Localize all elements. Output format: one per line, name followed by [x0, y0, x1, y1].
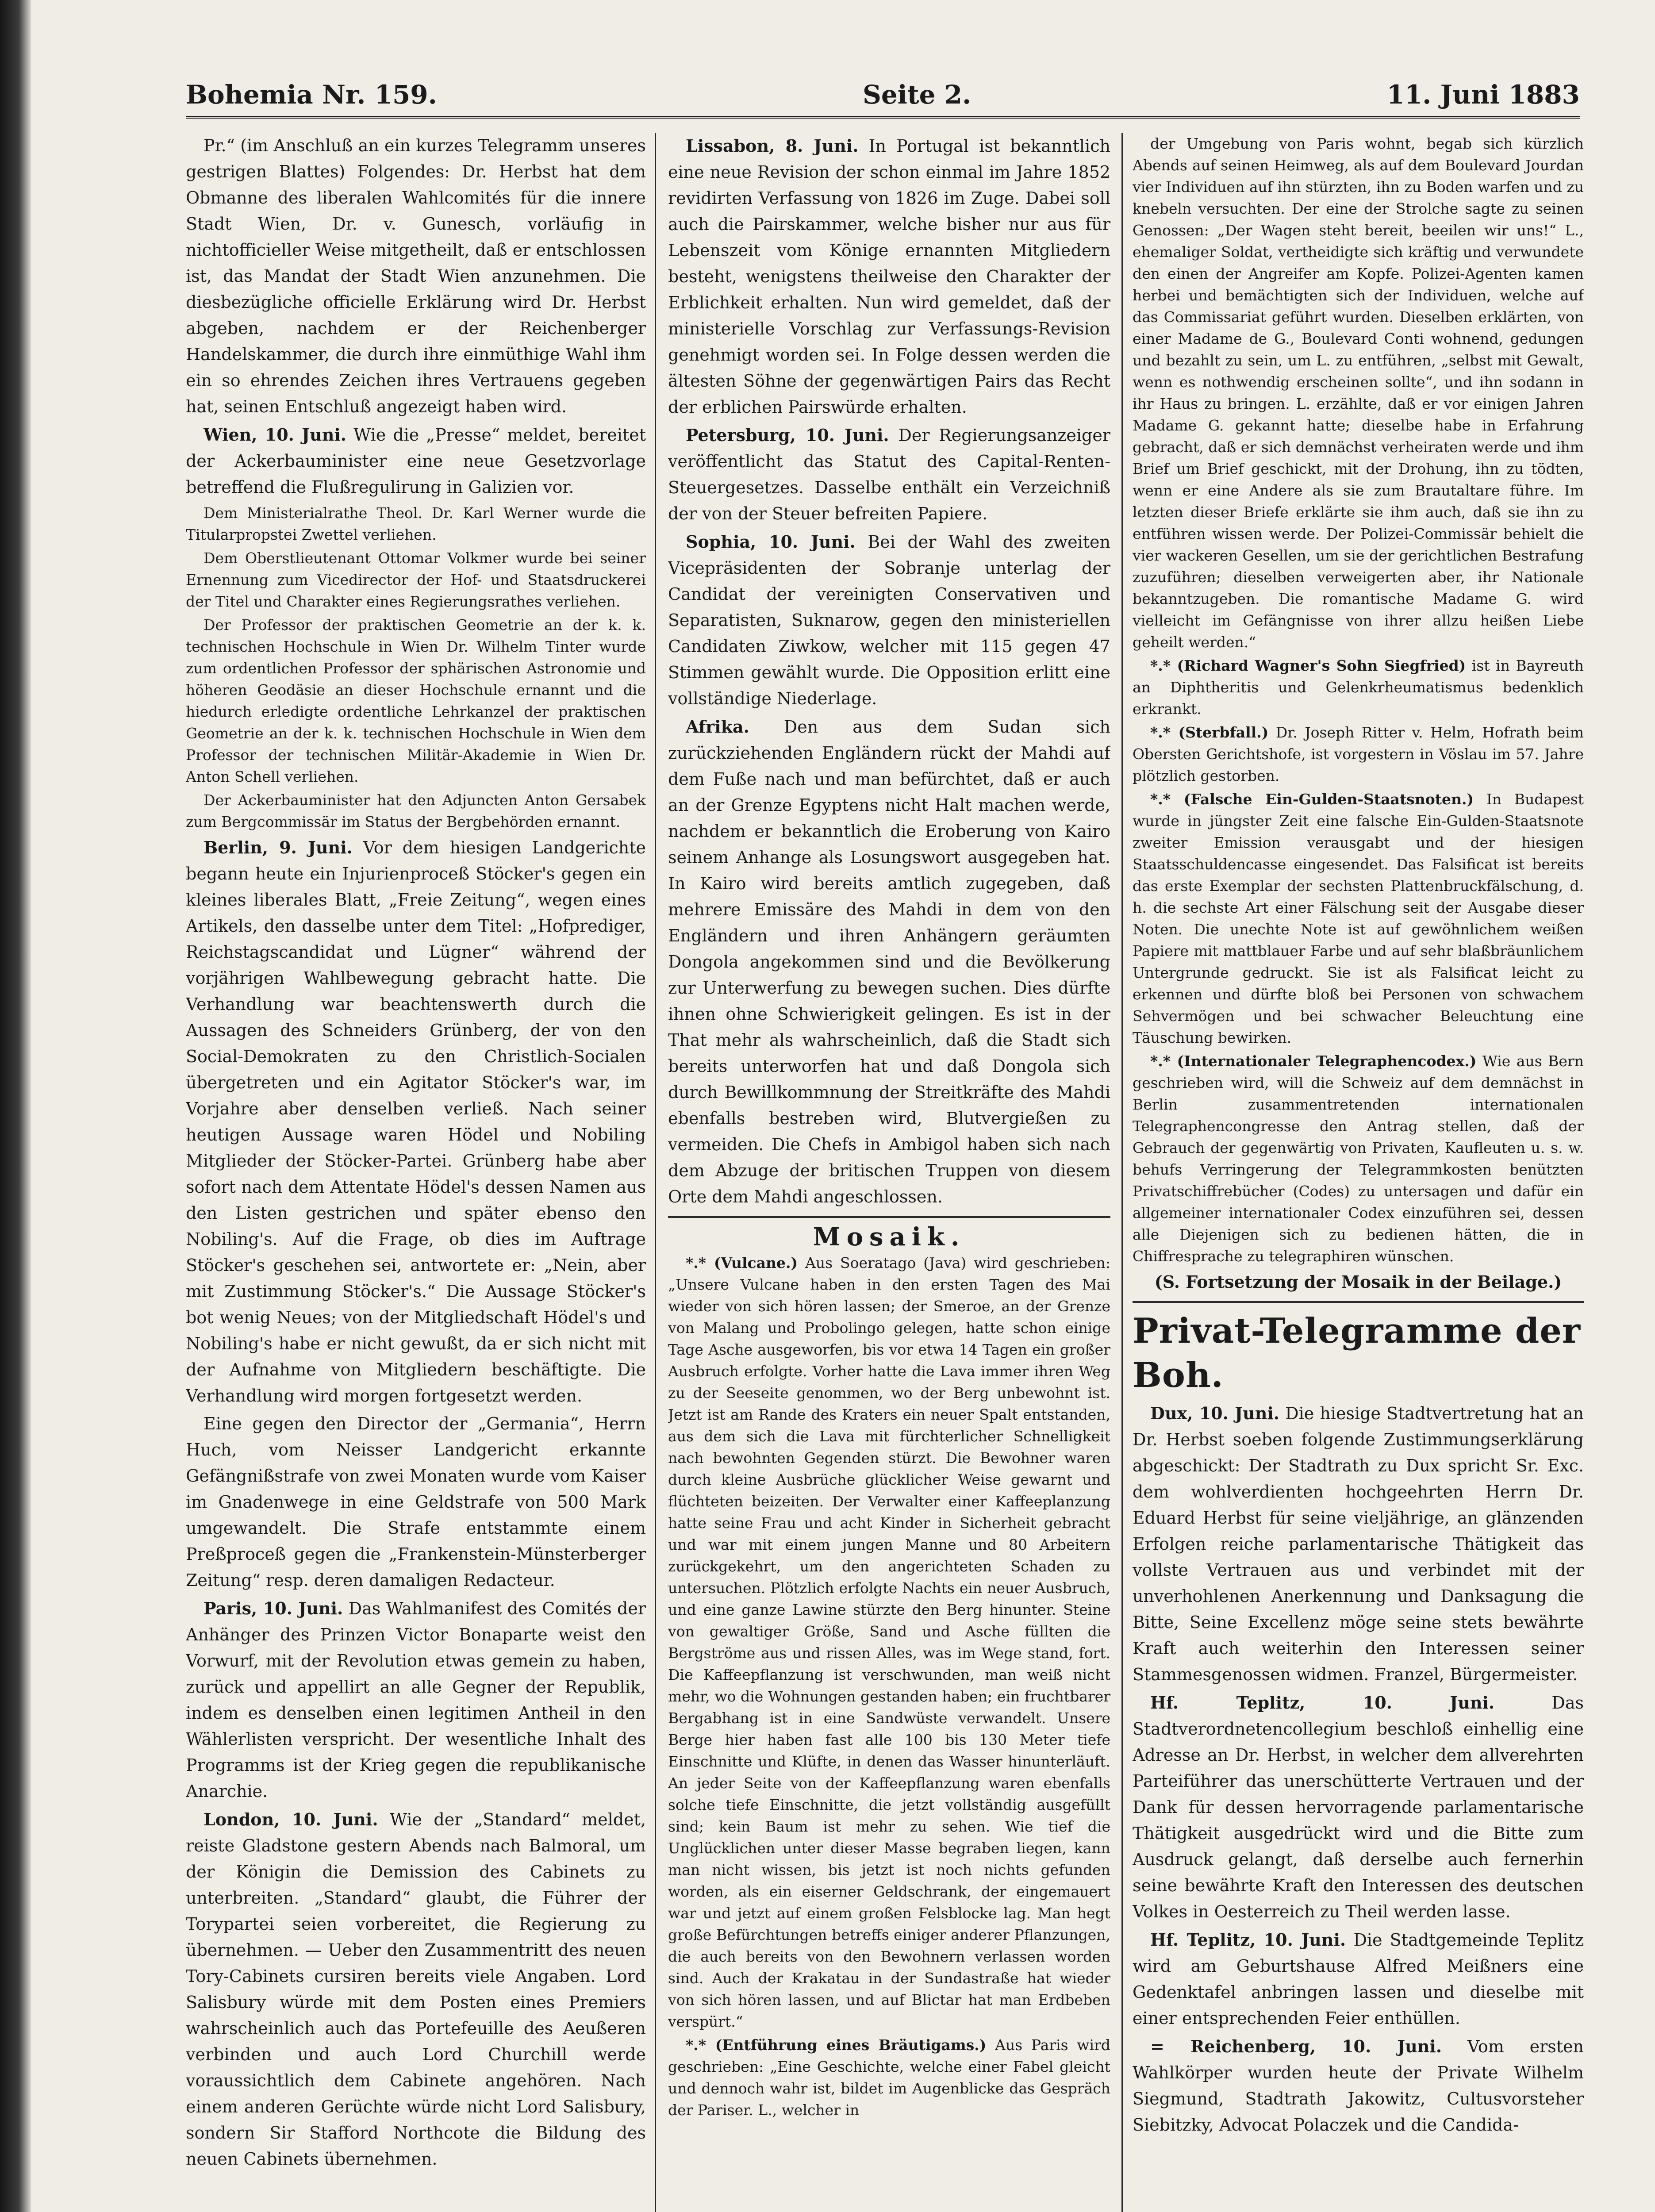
dateline: Hf. Teplitz, 10. Juni.	[1150, 1693, 1495, 1713]
telegram-teplitz-1	[1133, 1690, 1584, 1925]
telegram-dux	[1133, 1400, 1584, 1688]
item-heading: *.* (Entführung eines Bräutigams.)	[686, 2036, 987, 2054]
mosaik-vulcane	[668, 1252, 1110, 2032]
header-rule	[186, 116, 1580, 119]
dateline: Afrika.	[686, 717, 749, 737]
dateline: = Reichenberg, 10. Juni.	[1150, 2036, 1442, 2056]
article-petersburg	[668, 422, 1110, 527]
mosaik-falsche-noten	[1133, 788, 1584, 1048]
notice: Der Professor der praktischen Geometrie an der k. k. technischen Hochschule in Wien Dr. Wilhelm Tinter wurde zum ordentlichen Professor der sphärischen Astronomie und höheren Geodäsie an dieser Hochschule ernannt und die hiedurch erledigte ordentliche Lehrkanzel der praktischen Geometrie an der k. k. technischen Hochschule in Wien dem Professor der technischen Militär-Akademie in Wien Dr. Anton Schell verliehen.	[186, 616, 646, 785]
dateline: London, 10. Juni.	[204, 1809, 378, 1829]
article-text: Wie der „Standard“ meldet, reiste Gladstone gestern Abends nach Balmoral, um der Königin die Demission des Cabinets zu unterbreiten. „Standard“ glaubt, die Führer der Torypartei seien vorbereitet, die Regierung zu übernehmen. — Ueber den Zusammentritt des neuen Tory-Cabinets cursiren bereits viele Angaben. Lord Salisbury würde mit dem Posten eines Premiers wahrscheinlich auch das Portefeuille des Aeußeren verbinden und auch Lord Churchill werde voraussichtlich dem Cabinete angehören. Nach einem anderen Gerüchte würde nicht Lord Salisbury, sondern Sir Stafford Northcote die Bildung des neuen Cabinets übernehmen.	[186, 1810, 646, 2169]
item-text: ist in Bayreuth an Diphtheritis und Gelenkrheumatismus bedenklich erkrankt.	[1133, 657, 1584, 718]
item-heading: *.* (Internationaler Telegraphencodex.)	[1150, 1052, 1477, 1070]
article-sophia	[668, 529, 1110, 712]
dateline: Dux, 10. Juni.	[1150, 1403, 1280, 1423]
column-3	[1133, 133, 1584, 2212]
dateline: Wien, 10. Juni.	[204, 425, 347, 445]
article-text: Vor dem hiesigen Landgerichte begann heute ein Injurienproceß Stöcker's gegen ein kleines liberales Blatt, „Freie Zeitung“, wegen eines Artikels, den dasselbe unter dem Titel: „Hofprediger, Reichstagscandidat und Lügner“ während der vorjährigen Wahlbewegung gebracht hatte. Die Verhandlung war beachtenswerth durch die Aussagen des Schneiders Grünberg, der von den Social-Demokraten zu den Christlich-Socialen übergetreten und ein Agitator Stöcker's war, im Vorjahre aber denselben verließ. Nach seiner heutigen Aussage waren Hödel und Nobiling Mitglieder der Stöcker-Partei. Grünberg habe aber sofort nach dem Attentate Hödel's dessen Namen aus den Listen gestrichen und später ebenso den Nobiling's. Auf die Frage, ob dies im Auftrage Stöcker's geschehen sei, antwortete er: „Nein, aber mit Zustimmung Stöcker's.“ Die Aussage Stöcker's bot wenig Neues; von der Mitgliedschaft Hödel's und Nobiling's habe er nicht gewußt, da er sich nicht mit der Aufnahme von Mitgliedern beschäftigte. Die Verhandlung wird morgen fortgesetzt werden.	[186, 838, 646, 1406]
dateline: Sophia, 10. Juni.	[686, 532, 856, 552]
item-heading: *.* (Sterbfall.)	[1150, 724, 1269, 741]
dateline: Paris, 10. Juni.	[204, 1598, 343, 1618]
telegram-teplitz-2	[1133, 1927, 1584, 2032]
article-berlin	[186, 834, 646, 1409]
article-text: Das Wahlmanifest des Comités der Anhänger des Prinzen Victor Bonaparte weist den Vorwurf, mit der Revolution etwas gemein zu haben, zurück und appellirt an alle Gegner der Republik, indem es denselben einen legitimen Antheil in den Wählerlisten verspricht. Der wesentliche Inhalt des Programms ist der Krieg gegen die republikanische Anarchie.	[186, 1599, 646, 1801]
item-text: Dr. Joseph Ritter v. Helm, Hofrath beim Obersten Gerichtshofe, ist vorgestern in Vöslau im 57. Jahre plötzlich gestorben.	[1133, 724, 1584, 784]
mosaik-wagner	[1133, 655, 1584, 720]
column-divider	[1121, 133, 1123, 2212]
article-text: Das Stadtverordnetencollegium beschloß einhellig eine Adresse an Dr. Herbst, in welcher dem allverehrten Parteiführer das unerschütterte Vertrauen und der Dank für dessen hervorragende parlamentarische Thätigkeit ausgedrückt wird und die Bitte zum Ausdruck gelangt, daß derselbe auch fernerhin seine bewährte Kraft den Interessen des deutschen Volkes in Oesterreich zu Theil werden lasse.	[1133, 1693, 1584, 1921]
article-paragraph: Eine gegen den Director der „Germania“, Herrn Huch, vom Neisser Landgericht erkannte Gefängnißstrafe von zwei Monaten wurde vom Kaiser im Gnadenwege in eine Geldstrafe von 500 Mark umgewandelt. Die Strafe entstammte einem Preßproceß gegen die „Frankenstein-Münsterberger Zeitung“ resp. deren damaligen Redacteur.	[186, 1414, 646, 1590]
article-text: Die hiesige Stadtvertretung hat an Dr. Herbst soeben folgende Zustimmungserklärung abgeschickt: Der Stadtrath zu Dux spricht Sr. Exc. dem wohlverdienten hochgeehrten Herrn Dr. Eduard Herbst für seine vieljährige, an glänzenden Erfolgen reiche parlamentarische Thätigkeit das vollste Vertrauen aus und verbindet mit der unverhohlenen Anerkennung und Danksagung die Bitte, Seine Excellenz möge seine stets bewährte Kraft auch weiterhin den Interessen seiner Stammesgenossen widmen. Franzel, Bürgermeister.	[1133, 1404, 1584, 1684]
header-page-number: Seite 2.	[863, 80, 971, 110]
item-text: Aus Paris wird geschrieben: „Eine Geschichte, welche einer Fabel gleicht und dennoch wahr ist, bildet im Augenblicke das Gespräch der Pariser. L., welcher in	[668, 2036, 1110, 2119]
article-text: Die Stadtgemeinde Teplitz wird am Geburtshause Alfred Meißners eine Gedenktafel anbringen lassen und dieselbe mit einer entsprechenden Feier enthüllen.	[1133, 1930, 1584, 2028]
article-text: Der Regierungsanzeiger veröffentlicht das Statut des Capital-Renten-Steuergesetzes. Dasselbe enthält ein Verzeichniß der von der Steuer befreiten Papiere.	[668, 426, 1110, 523]
item-heading: *.* (Falsche Ein-Gulden-Staatsnoten.)	[1150, 791, 1474, 808]
article-text: Den aus dem Sudan sich zurückziehenden Engländern rückt der Mahdi auf dem Fuße nach und man befürchtet, daß er auch an der Grenze Egyptens nicht Halt machen werde, nachdem er bekanntlich die Eroberung von Kairo seinem Anhange als Losungswort ausgegeben hat. In Kairo wird bereits amtlich zugegeben, daß mehrere Emissäre des Mahdi in dem von den Engländern und ihren Anhängern geräumten Dongola angekommen sind und die Bevölkerung zur Unterwerfung zu bewegen suchen. Dies dürfte ihnen ohne Schwierigkeit gelingen. Es ist in der That mehr als wahrscheinlich, daß die Stadt sich bereits unterworfen hat und daß Dongola sich durch Bewillkommnung der Streitkräfte des Mahdi ebenfalls bestreben wird, Blutvergießen zu vermeiden. Die Chefs in Ambigol haben sich nach dem Abzuge der britischen Truppen von diesem Orte dem Mahdi angeschlossen.	[668, 717, 1110, 1206]
notice: Der Ackerbauminister hat den Adjuncten Anton Gersabek zum Bergcommissär im Status der Bergbehörden ernannt.	[186, 791, 646, 830]
article-text: Bei der Wahl des zweiten Vicepräsidenten der Sobranje unterlag der Candidat der vereinigten Conservativen und Separatisten, Suknarow, gegen den ministeriellen Candidaten Ziwkow, welcher mit 115 gegen 47 Stimmen gewählt wurde. Die Opposition erlitt eine vollständige Niederlage.	[668, 532, 1110, 708]
header-paper-name: Bohemia Nr. 159.	[186, 80, 437, 110]
section-title-privat-telegramme: Privat-Telegramme der Boh.	[1133, 1311, 1581, 1395]
notice: Dem Ministerialrathe Theol. Dr. Karl Werner wurde die Titularpropstei Zwettel verliehen.	[186, 504, 646, 543]
article-text: Wie die „Presse“ meldet, bereitet der Ackerbauminister eine neue Gesetzvorlage betreffend die Flußregulirung in Galizien vor.	[186, 425, 646, 497]
section-title-mosaik: Mosaik.	[813, 1222, 966, 1252]
article-paragraph: Pr.“ (im Anschluß an ein kurzes Telegramm unseres gestrigen Blattes) Folgendes: Dr. Herbst hat dem Obmanne des liberalen Wahlcomités für die innere Stadt Wien, Dr. v. Gunesch, vorläufig in nichtofficieller Weise mitgetheilt, daß er entschlossen ist, das Mandat der Stadt Wien anzunehmen. Die diesbezügliche officielle Erklärung wird Dr. Herbst abgeben, nachdem er der Reichenberger Handelskammer, die durch ihre einmüthige Wahl ihm ein so ehrendes Zeichen ihres Vertrauens gegeben hat, seinen Entschluß angezeigt haben wird.	[186, 136, 646, 416]
item-heading: *.* (Richard Wagner's Sohn Siegfried)	[1150, 657, 1466, 674]
continuation-note: (S. Fortsetzung der Mosaik in der Beilage.)	[1154, 1272, 1562, 1292]
page-header	[186, 66, 1580, 115]
notice: Dem Oberstlieutenant Ottomar Volkmer wurde bei seiner Ernennung zum Vicedirector der Hof- und Staatsdruckerei der Titel und Charakter eines Regierungsrathes verliehen.	[186, 549, 646, 610]
section-rule	[1133, 1301, 1584, 1303]
column-2	[668, 133, 1110, 2212]
article-lissabon	[668, 133, 1110, 420]
mosaik-entfuehrung	[668, 2034, 1110, 2121]
item-text: Aus Soeratago (Java) wird geschrieben: „Unsere Vulcane haben in den ersten Tagen des Mai wieder von sich hören lassen; der Smeroe, an der Grenze von Malang und Probolingo gelegen, hatte schon einige Tage Asche ausgeworfen, bis vor etwa 14 Tagen ein großer Ausbruch erfolgte. Vorher hatte die Lava immer ihren Weg zu der Seeseite genommen, wo der Berg unbewohnt ist. Jetzt ist am Rande des Kraters ein neuer Spalt entstanden, aus dem sich die Lava mit fürchterlicher Schnelligkeit nach bewohnten Gegenden stürzt. Die Bewohner waren durch kleine Ausbrüche glücklicher Weise gewarnt und flüchteten beizeiten. Der Verwalter einer Kaffeeplanzung hatte seine Frau und acht Kinder in Sicherheit gebracht und war mit einem jungen Manne und 80 Arbeitern zurückgekehrt, um den angerichteten Schaden zu untersuchen. Plötzlich erfolgte Nachts ein neuer Ausbruch, und eine ganze Lawine stürzte den Berg hinunter. Steine von gewaltiger Größe, Sand und Asche füllten die Bergströme aus und rissen Alles, was im Wege stand, fort. Die Kaffeepflanzung ist verschwunden, man weiß nicht mehr, wo die Wohnungen gestanden haben; ein fruchtbarer Bergabhang ist in eine Sandwüste verwandelt. Unsere Berge hier haben fast alle 100 bis 130 Meter tiefe Einschnitte und Klüfte, in denen das Wasser hinunterläuft. An jeder Seite von der Kaffeepflanzung waren ebenfalls solche tiefe Einschnitte, die jetzt vollständig ausgefüllt sind; kein Baum ist mehr zu sehen. Wie tief die Unglücklichen unter dieser Masse begraben liegen, kann man nicht wissen, bis jetzt ist noch nichts gefunden worden, als ein eiserner Geldschrank, der eingemauert war und jetzt auf einem großen Felsblocke lag. Man hegt große Befürchtungen betreffs einiger anderer Pflanzungen, die auch bereits von den Bewohnern verlassen worden sind. Auch der Krakatau in der Sundastraße hat wieder von sich hören lassen, und auf Blictar hat man Erdbeben verspürt.“	[668, 1254, 1110, 2030]
header-date: 11. Juni 1883	[1386, 80, 1580, 110]
column-1	[186, 133, 646, 2212]
article-text: In Portugal ist bekanntlich eine neue Revision der schon einmal im Jahre 1852 revidirten Verfassung von 1826 im Zuge. Dabei soll auch die Pairskammer, welche bisher nur aus für Lebenszeit vom Könige ernannten Mitgliedern besteht, wenigstens theilweise den Charakter der Erblichkeit erhalten. Nun wird gemeldet, daß der ministerielle Vorschlag zur Verfassungs-Revision genehmigt worden sei. In Folge dessen werden die ältesten Söhne der gegenwärtigen Pairs das Recht der erblichen Pairswürde erhalten.	[668, 136, 1110, 417]
section-rule	[668, 1216, 1110, 1218]
column-divider	[655, 133, 656, 2212]
scan-edge	[0, 0, 31, 2212]
item-heading: *.* (Vulcane.)	[686, 1254, 798, 1271]
article-wien	[186, 422, 646, 500]
dateline: Lissabon, 8. Juni.	[686, 136, 859, 156]
mosaik-sterbfall	[1133, 722, 1584, 787]
telegram-reichenberg	[1133, 2033, 1584, 2138]
dateline: Petersburg, 10. Juni.	[686, 425, 889, 445]
mosaik-telegraphencodex	[1133, 1050, 1584, 1267]
article-paris	[186, 1595, 646, 1805]
item-text: Wie aus Bern geschrieben wird, will die Schweiz auf dem demnächst in Berlin zusammentretenden internationalen Telegraphencongresse den Antrag stellen, daß der Gebrauch der gegenwärtig von Privaten, Kaufleuten u. s. w. behufs Verringerung der Telegrammkosten benützten Privatschiffrebücher (Codes) zu untersagen und dafür ein allgemeiner internationaler Codex einzuführen sei, dessen alle Diejenigen sich zu bedienen hätten, die in Chiffresprache zu telegraphiren wünschen.	[1133, 1052, 1584, 1265]
item-text: In Budapest wurde in jüngster Zeit eine falsche Ein-Gulden-Staatsnote zweiter Emission verausgabt und der hiesigen Staatsschuldencasse eingesendet. Das Falsificat ist bereits das erste Exemplar der sechsten Plattenbruckfälschung, d. h. die sechste Art einer Fälschung seit der Ausgabe dieser Noten. Die unechte Note ist auf gewöhnlichem weißen Papiere mit mattblauer Farbe und auf sehr blaßbräunlichem Untergrunde gedruckt. Sie ist als Falsificat leicht zu erkennen und dürfte bloß bei Personen von schwachem Sehvermögen und bei schwacher Beleuchtung eine Täuschung bewirken.	[1133, 791, 1584, 1046]
article-london	[186, 1806, 646, 2172]
mosaik-entfuehrung-continued: der Umgebung von Paris wohnt, begab sich kürzlich Abends auf seinen Heimweg, als auf dem Boulevard Jourdan vier Individuen auf ihn stürzten, ihn zu Boden warfen und zu knebeln versuchten. Der eine der Strolche sagte zu seinen Genossen: „Der Wagen steht bereit, beeilen wir uns!“ L., ehemaliger Soldat, vertheidigte sich kräftig und verwundete den einen der Angreifer am Kopfe. Polizei-Agenten kamen herbei und bemächtigten sich der Individuen, welche auf das Commissariat geführt wurden. Dieselben erklärten, von einer Madame de G., Boulevard Conti wohnend, gedungen und bezahlt zu sein, um L. zu entführen, „selbst mit Gewalt, wenn es nothwendig erscheinen sollte“, und ihn sodann in ihr Haus zu bringen. L. erzählte, daß er vor einigen Jahren Madame G. gekannt hatte; dieselbe habe in Erfahrung gebracht, daß er sich demnächst verheiraten werde und ihm Brief um Brief geschickt, mit der Drohung, ihn zu tödten, wenn er eine Andere als sie zum Brautaltare führe. Im letzten dieser Briefe erklärte sie ihm auch, daß sie ihn zu entführen wissen werde. Der Polizei-Commissär behielt die vier wackeren Gesellen, um sie der gerichtlichen Bestrafung zuzuführen; dieselben verweigerten aber, ihr Nationale bekanntzugeben. Die romantische Madame G. wird vielleicht im Gefängnisse von ihrer allzu heißen Liebe geheilt werden.“	[1133, 135, 1584, 651]
dateline: Berlin, 9. Juni.	[204, 837, 353, 857]
dateline: Hf. Teplitz, 10. Juni.	[1150, 1930, 1346, 1950]
article-afrika	[668, 714, 1110, 1210]
article-text: Vom ersten Wahlkörper wurden heute der Private Wilhelm Siegmund, Stadtrath Jakowitz, Cultusvorsteher Siebitzky, Advocat Polaczek und die Candida-	[1133, 2037, 1584, 2135]
